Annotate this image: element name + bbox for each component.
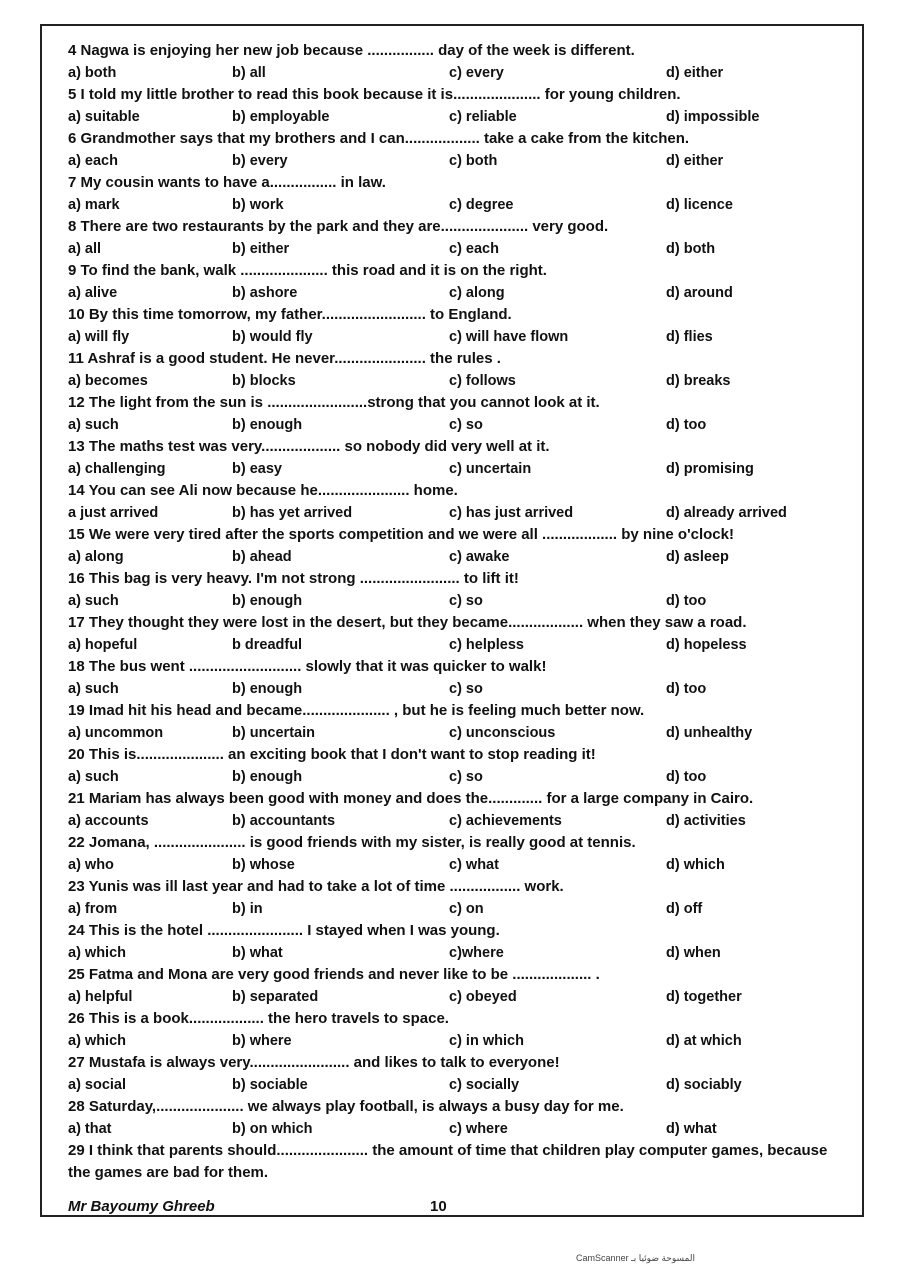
option-b: b) what <box>232 945 283 961</box>
option-c: c) achievements <box>449 813 562 829</box>
option-b: b) enough <box>232 681 303 697</box>
option-a: a) each <box>68 153 118 169</box>
option-b: b) enough <box>232 769 303 785</box>
question-text: 25 Fatma and Mona are very good friends and never like to be ................... . <box>68 966 600 983</box>
option-a: a) mark <box>68 197 120 213</box>
option-c: c) both <box>449 153 498 169</box>
option-b: b) every <box>232 153 288 169</box>
option-c: c) so <box>449 417 483 433</box>
option-d: d) licence <box>666 197 733 213</box>
option-a: a) accounts <box>68 813 149 829</box>
option-d: d) asleep <box>666 549 729 565</box>
option-d: d) sociably <box>666 1077 742 1093</box>
option-c: c) where <box>449 1121 508 1137</box>
option-b: b) easy <box>232 461 282 477</box>
answer-options <box>68 1030 828 1052</box>
option-d: d) unhealthy <box>666 725 753 741</box>
option-a: a) helpful <box>68 989 133 1005</box>
question-text: 13 The maths test was very................... so nobody did very well at it. <box>68 438 550 455</box>
answer-options <box>68 634 828 656</box>
option-a: a) from <box>68 901 118 917</box>
answer-options <box>68 502 828 524</box>
option-b: b) separated <box>232 989 319 1005</box>
option-a: a) challenging <box>68 461 166 477</box>
option-b: b) whose <box>232 857 295 873</box>
answer-options <box>68 194 828 216</box>
option-b: b) work <box>232 197 284 213</box>
answer-options <box>68 62 828 84</box>
option-b: b) accountants <box>232 813 336 829</box>
question-text: 7 My cousin wants to have a................ in law. <box>68 174 386 191</box>
answer-options <box>68 986 828 1008</box>
question-text: 19 Imad hit his head and became..................... , but he is feeling much better now. <box>68 702 645 719</box>
option-c: c) socially <box>449 1077 520 1093</box>
option-a: a) which <box>68 1033 127 1049</box>
question-text: 24 This is the hotel ....................... I stayed when I was young. <box>68 922 500 939</box>
answer-options <box>68 590 828 612</box>
option-d: d) together <box>666 989 742 1005</box>
option-d: d) too <box>666 593 707 609</box>
question-text: 29 I think that parents should...................... the amount of time that children play computer games, because the games are bad for them. <box>68 1142 828 1181</box>
answer-options <box>68 106 828 128</box>
answer-options <box>68 678 828 700</box>
option-a: a) such <box>68 417 119 433</box>
option-a: a) becomes <box>68 373 148 389</box>
answer-options <box>68 414 828 436</box>
answer-options <box>68 898 828 920</box>
option-a: a just arrived <box>68 505 159 521</box>
option-d: d) off <box>666 901 703 917</box>
option-a: a) such <box>68 593 119 609</box>
option-c: c) follows <box>449 373 516 389</box>
question-text: 23 Yunis was ill last year and had to take a lot of time ................. work. <box>68 878 564 895</box>
question-list <box>68 40 828 1184</box>
question-text: 11 Ashraf is a good student. He never...................... the rules . <box>68 350 501 367</box>
option-c: c) so <box>449 769 483 785</box>
option-b: b dreadful <box>232 637 303 653</box>
option-b: b) ashore <box>232 285 298 301</box>
option-c: c) obeyed <box>449 989 517 1005</box>
answer-options <box>68 1074 828 1096</box>
question-text: 17 They thought they were lost in the desert, but they became.................. when they saw a road. <box>68 614 747 631</box>
option-b: b) uncertain <box>232 725 315 741</box>
question-text: 20 This is..................... an exciting book that I don't want to stop reading it! <box>68 746 596 763</box>
option-c: c) what <box>449 857 499 873</box>
option-b: b) in <box>232 901 263 917</box>
answer-options <box>68 1118 828 1140</box>
option-c: c) reliable <box>449 109 517 125</box>
option-d: d) promising <box>666 461 754 477</box>
answer-options <box>68 370 828 392</box>
answer-options <box>68 326 828 348</box>
question-text: 28 Saturday,..................... we always play football, is always a busy day for me. <box>68 1098 624 1115</box>
option-a: a) such <box>68 681 119 697</box>
answer-options <box>68 810 828 832</box>
option-b: b) blocks <box>232 373 296 389</box>
option-c: c) on <box>449 901 484 917</box>
question-text: 22 Jomana, ...................... is good friends with my sister, is really good at tennis. <box>68 834 636 851</box>
question-text: 16 This bag is very heavy. I'm not strong ........................ to lift it! <box>68 570 519 587</box>
answer-options <box>68 150 828 172</box>
option-c: c) has just arrived <box>449 505 574 521</box>
option-d: d) which <box>666 857 725 873</box>
option-a: a) along <box>68 549 124 565</box>
option-a: a) both <box>68 65 117 81</box>
answer-options <box>68 546 828 568</box>
option-a: a) such <box>68 769 119 785</box>
scanner-watermark: CamScanner المسوحة ضوئيا بـ <box>576 1253 695 1263</box>
question-text: 12 The light from the sun is ........................strong that you cannot look at it. <box>68 394 600 411</box>
option-a: a) alive <box>68 285 118 301</box>
page-number: 10 <box>430 1198 447 1215</box>
option-b: b) enough <box>232 593 303 609</box>
option-d: d) what <box>666 1121 717 1137</box>
option-a: a) suitable <box>68 109 140 125</box>
option-c: c) helpless <box>449 637 524 653</box>
option-a: a) that <box>68 1121 112 1137</box>
option-d: d) too <box>666 681 707 697</box>
option-c: c) degree <box>449 197 514 213</box>
answer-options <box>68 942 828 964</box>
option-d: d) already arrived <box>666 505 787 521</box>
answer-options <box>68 854 828 876</box>
teacher-name: Mr Bayoumy Ghreeb <box>68 1198 215 1215</box>
answer-options <box>68 766 828 788</box>
question-text: 14 You can see Ali now because he...................... home. <box>68 482 458 499</box>
option-d: d) too <box>666 769 707 785</box>
option-b: b) where <box>232 1033 292 1049</box>
option-c: c) in which <box>449 1033 524 1049</box>
option-c: c) uncertain <box>449 461 532 477</box>
option-c: c) so <box>449 593 483 609</box>
option-d: d) impossible <box>666 109 760 125</box>
option-a: a) which <box>68 945 127 961</box>
option-a: a) social <box>68 1077 127 1093</box>
question-text: 10 By this time tomorrow, my father......................... to England. <box>68 306 512 323</box>
option-d: d) hopeless <box>666 637 747 653</box>
option-b: b) enough <box>232 417 303 433</box>
option-b: b) employable <box>232 109 330 125</box>
option-b: b) has yet arrived <box>232 505 353 521</box>
option-d: d) around <box>666 285 733 301</box>
option-c: c) each <box>449 241 499 257</box>
question-text: 8 There are two restaurants by the park and they are..................... very good. <box>68 218 609 235</box>
question-text: 6 Grandmother says that my brothers and I can.................. take a cake from the kitchen. <box>68 130 690 147</box>
answer-options <box>68 282 828 304</box>
option-c: c) unconscious <box>449 725 556 741</box>
option-c: c) along <box>449 285 505 301</box>
page-footer <box>68 1198 828 1218</box>
option-d: d) breaks <box>666 373 731 389</box>
option-b: b) all <box>232 65 266 81</box>
option-d: d) either <box>666 153 724 169</box>
option-c: c) will have flown <box>449 329 569 345</box>
option-d: d) too <box>666 417 707 433</box>
answer-options <box>68 238 828 260</box>
question-text: 18 The bus went ........................... slowly that it was quicker to walk! <box>68 658 547 675</box>
option-c: c) every <box>449 65 504 81</box>
question-text: 4 Nagwa is enjoying her new job because ................ day of the week is different. <box>68 42 635 59</box>
option-c: c)where <box>449 945 504 961</box>
option-a: a) uncommon <box>68 725 164 741</box>
option-a: a) all <box>68 241 102 257</box>
option-b: b) ahead <box>232 549 292 565</box>
answer-options <box>68 722 828 744</box>
option-d: d) either <box>666 65 724 81</box>
option-a: a) will fly <box>68 329 130 345</box>
option-c: c) so <box>449 681 483 697</box>
question-text: 5 I told my little brother to read this book because it is..................... for young children. <box>68 86 681 103</box>
option-b: b) either <box>232 241 290 257</box>
question-text: 21 Mariam has always been good with money and does the............. for a large company in Cairo. <box>68 790 754 807</box>
option-d: d) both <box>666 241 716 257</box>
option-d: d) when <box>666 945 721 961</box>
option-b: b) on which <box>232 1121 313 1137</box>
question-text: 27 Mustafa is always very........................ and likes to talk to everyone! <box>68 1054 560 1071</box>
answer-options <box>68 458 828 480</box>
question-text: 15 We were very tired after the sports competition and we were all .................. by nine o'clock! <box>68 526 734 543</box>
option-a: a) who <box>68 857 114 873</box>
option-d: d) at which <box>666 1033 742 1049</box>
option-b: b) sociable <box>232 1077 308 1093</box>
option-d: d) flies <box>666 329 713 345</box>
option-a: a) hopeful <box>68 637 138 653</box>
question-text: 9 To find the bank, walk ..................... this road and it is on the right. <box>68 262 547 279</box>
option-c: c) awake <box>449 549 510 565</box>
option-b: b) would fly <box>232 329 313 345</box>
question-text: 26 This is a book.................. the hero travels to space. <box>68 1010 449 1027</box>
option-d: d) activities <box>666 813 746 829</box>
